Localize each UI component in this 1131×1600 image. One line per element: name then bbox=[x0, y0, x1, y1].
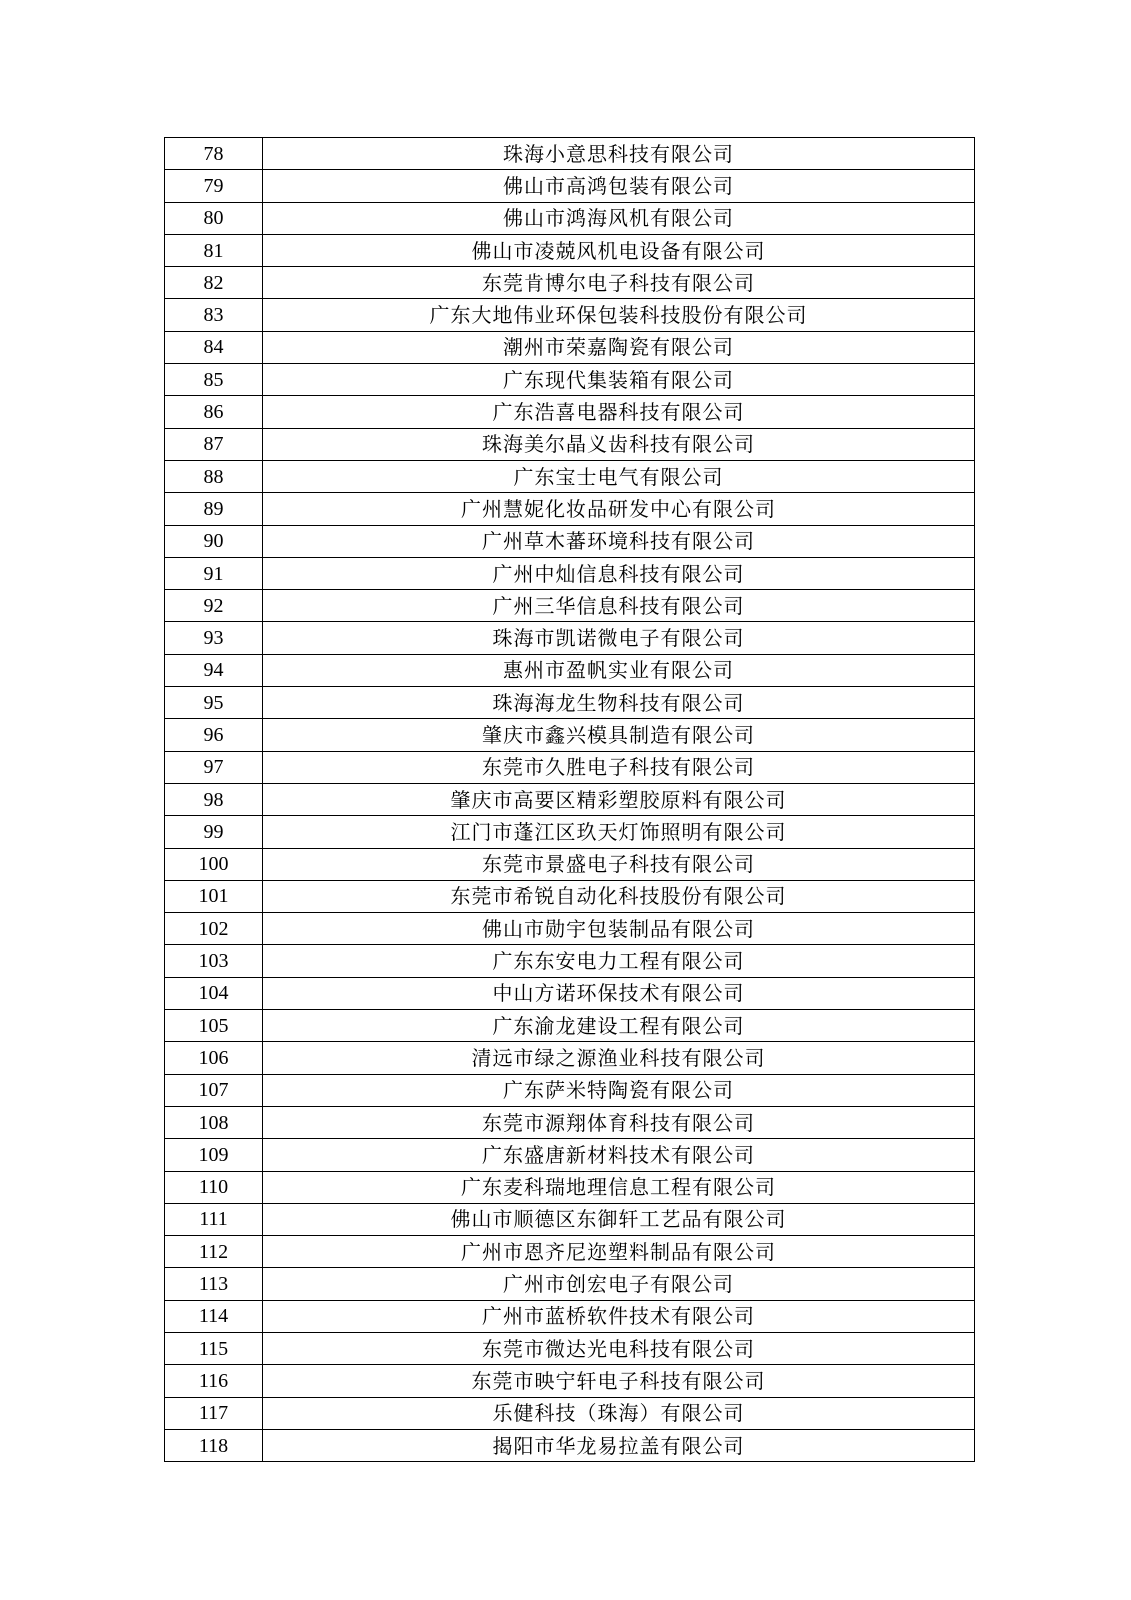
table-row bbox=[165, 299, 975, 331]
table-row bbox=[165, 170, 975, 202]
row-number-cell: 114 bbox=[165, 1300, 263, 1332]
row-number-cell: 116 bbox=[165, 1365, 263, 1397]
row-number-cell: 101 bbox=[165, 880, 263, 912]
company-name-cell: 广东盛唐新材料技术有限公司 bbox=[263, 1139, 975, 1171]
row-number-cell: 95 bbox=[165, 687, 263, 719]
company-name-cell: 肇庆市高要区精彩塑胶原料有限公司 bbox=[263, 783, 975, 815]
company-name-cell: 惠州市盈帆实业有限公司 bbox=[263, 654, 975, 686]
company-name-cell: 佛山市鸿海风机有限公司 bbox=[263, 202, 975, 234]
row-number-cell: 117 bbox=[165, 1397, 263, 1429]
table-row bbox=[165, 460, 975, 492]
row-number-cell: 93 bbox=[165, 622, 263, 654]
company-name-cell: 广州中灿信息科技有限公司 bbox=[263, 557, 975, 589]
company-name-cell: 佛山市高鸿包装有限公司 bbox=[263, 170, 975, 202]
company-name-cell: 清远市绿之源渔业科技有限公司 bbox=[263, 1042, 975, 1074]
row-number-cell: 118 bbox=[165, 1429, 263, 1461]
company-name-cell: 广东现代集装箱有限公司 bbox=[263, 364, 975, 396]
company-name-cell: 广州慧妮化妆品研发中心有限公司 bbox=[263, 493, 975, 525]
row-number-cell: 94 bbox=[165, 654, 263, 686]
table-row bbox=[165, 654, 975, 686]
table-row bbox=[165, 1074, 975, 1106]
company-name-cell: 广东渝龙建设工程有限公司 bbox=[263, 1010, 975, 1042]
company-name-cell: 东莞市微达光电科技有限公司 bbox=[263, 1332, 975, 1364]
company-name-cell: 东莞市久胜电子科技有限公司 bbox=[263, 751, 975, 783]
row-number-cell: 85 bbox=[165, 364, 263, 396]
row-number-cell: 79 bbox=[165, 170, 263, 202]
table-row bbox=[165, 880, 975, 912]
table-row bbox=[165, 1171, 975, 1203]
row-number-cell: 92 bbox=[165, 590, 263, 622]
company-name-cell: 广州草木蕃环境科技有限公司 bbox=[263, 525, 975, 557]
company-name-cell: 东莞市映宁轩电子科技有限公司 bbox=[263, 1365, 975, 1397]
row-number-cell: 78 bbox=[165, 138, 263, 170]
company-name-cell: 广州市创宏电子有限公司 bbox=[263, 1268, 975, 1300]
table-row bbox=[165, 751, 975, 783]
row-number-cell: 105 bbox=[165, 1010, 263, 1042]
company-name-cell: 广东宝士电气有限公司 bbox=[263, 460, 975, 492]
table-row bbox=[165, 816, 975, 848]
table-row bbox=[165, 138, 975, 170]
company-name-cell: 广东东安电力工程有限公司 bbox=[263, 945, 975, 977]
table-row bbox=[165, 1042, 975, 1074]
company-name-cell: 珠海市凯诺微电子有限公司 bbox=[263, 622, 975, 654]
table-row bbox=[165, 331, 975, 363]
table-row bbox=[165, 783, 975, 815]
row-number-cell: 102 bbox=[165, 913, 263, 945]
table-row bbox=[165, 719, 975, 751]
company-list-table bbox=[164, 137, 975, 1462]
table-row bbox=[165, 1300, 975, 1332]
company-name-cell: 广东麦科瑞地理信息工程有限公司 bbox=[263, 1171, 975, 1203]
company-name-cell: 广东浩喜电器科技有限公司 bbox=[263, 396, 975, 428]
company-name-cell: 中山方诺环保技术有限公司 bbox=[263, 977, 975, 1009]
company-name-cell: 珠海小意思科技有限公司 bbox=[263, 138, 975, 170]
table-row bbox=[165, 428, 975, 460]
row-number-cell: 88 bbox=[165, 460, 263, 492]
row-number-cell: 108 bbox=[165, 1106, 263, 1138]
company-name-cell: 珠海海龙生物科技有限公司 bbox=[263, 687, 975, 719]
row-number-cell: 89 bbox=[165, 493, 263, 525]
company-name-cell: 东莞市景盛电子科技有限公司 bbox=[263, 848, 975, 880]
table-row bbox=[165, 1365, 975, 1397]
row-number-cell: 86 bbox=[165, 396, 263, 428]
table-row bbox=[165, 1268, 975, 1300]
row-number-cell: 81 bbox=[165, 234, 263, 266]
table-row bbox=[165, 557, 975, 589]
table-row bbox=[165, 202, 975, 234]
row-number-cell: 97 bbox=[165, 751, 263, 783]
row-number-cell: 112 bbox=[165, 1236, 263, 1268]
row-number-cell: 113 bbox=[165, 1268, 263, 1300]
company-name-cell: 乐健科技（珠海）有限公司 bbox=[263, 1397, 975, 1429]
table-body bbox=[165, 138, 975, 1462]
row-number-cell: 84 bbox=[165, 331, 263, 363]
row-number-cell: 103 bbox=[165, 945, 263, 977]
table-row bbox=[165, 913, 975, 945]
company-name-cell: 东莞肯博尔电子科技有限公司 bbox=[263, 267, 975, 299]
company-name-cell: 东莞市源翔体育科技有限公司 bbox=[263, 1106, 975, 1138]
table-row bbox=[165, 364, 975, 396]
table-row bbox=[165, 945, 975, 977]
company-name-cell: 揭阳市华龙易拉盖有限公司 bbox=[263, 1429, 975, 1461]
table-row bbox=[165, 590, 975, 622]
row-number-cell: 115 bbox=[165, 1332, 263, 1364]
row-number-cell: 96 bbox=[165, 719, 263, 751]
table-row bbox=[165, 1203, 975, 1235]
company-name-cell: 潮州市荣嘉陶瓷有限公司 bbox=[263, 331, 975, 363]
row-number-cell: 82 bbox=[165, 267, 263, 299]
table-row bbox=[165, 525, 975, 557]
row-number-cell: 104 bbox=[165, 977, 263, 1009]
company-name-cell: 东莞市希锐自动化科技股份有限公司 bbox=[263, 880, 975, 912]
company-name-cell: 珠海美尔晶义齿科技有限公司 bbox=[263, 428, 975, 460]
table-row bbox=[165, 1236, 975, 1268]
table-row bbox=[165, 234, 975, 266]
row-number-cell: 83 bbox=[165, 299, 263, 331]
table-row bbox=[165, 1397, 975, 1429]
row-number-cell: 106 bbox=[165, 1042, 263, 1074]
row-number-cell: 87 bbox=[165, 428, 263, 460]
row-number-cell: 90 bbox=[165, 525, 263, 557]
row-number-cell: 98 bbox=[165, 783, 263, 815]
table-row bbox=[165, 848, 975, 880]
company-name-cell: 广东大地伟业环保包装科技股份有限公司 bbox=[263, 299, 975, 331]
table-row bbox=[165, 396, 975, 428]
row-number-cell: 111 bbox=[165, 1203, 263, 1235]
company-name-cell: 广州市恩齐尼迩塑料制品有限公司 bbox=[263, 1236, 975, 1268]
table-row bbox=[165, 1010, 975, 1042]
company-name-cell: 肇庆市鑫兴模具制造有限公司 bbox=[263, 719, 975, 751]
table-row bbox=[165, 1106, 975, 1138]
row-number-cell: 109 bbox=[165, 1139, 263, 1171]
table-row bbox=[165, 687, 975, 719]
table-row bbox=[165, 1332, 975, 1364]
row-number-cell: 99 bbox=[165, 816, 263, 848]
table-row bbox=[165, 267, 975, 299]
company-name-cell: 广东萨米特陶瓷有限公司 bbox=[263, 1074, 975, 1106]
company-name-cell: 广州市蓝桥软件技术有限公司 bbox=[263, 1300, 975, 1332]
table-row bbox=[165, 1139, 975, 1171]
company-name-cell: 广州三华信息科技有限公司 bbox=[263, 590, 975, 622]
table-row bbox=[165, 622, 975, 654]
row-number-cell: 100 bbox=[165, 848, 263, 880]
row-number-cell: 91 bbox=[165, 557, 263, 589]
table-row bbox=[165, 977, 975, 1009]
row-number-cell: 80 bbox=[165, 202, 263, 234]
table-row bbox=[165, 493, 975, 525]
table-row bbox=[165, 1429, 975, 1461]
company-name-cell: 佛山市凌兢风机电设备有限公司 bbox=[263, 234, 975, 266]
company-name-cell: 佛山市顺德区东御轩工艺品有限公司 bbox=[263, 1203, 975, 1235]
company-name-cell: 江门市蓬江区玖天灯饰照明有限公司 bbox=[263, 816, 975, 848]
company-name-cell: 佛山市勋宇包装制品有限公司 bbox=[263, 913, 975, 945]
row-number-cell: 107 bbox=[165, 1074, 263, 1106]
row-number-cell: 110 bbox=[165, 1171, 263, 1203]
